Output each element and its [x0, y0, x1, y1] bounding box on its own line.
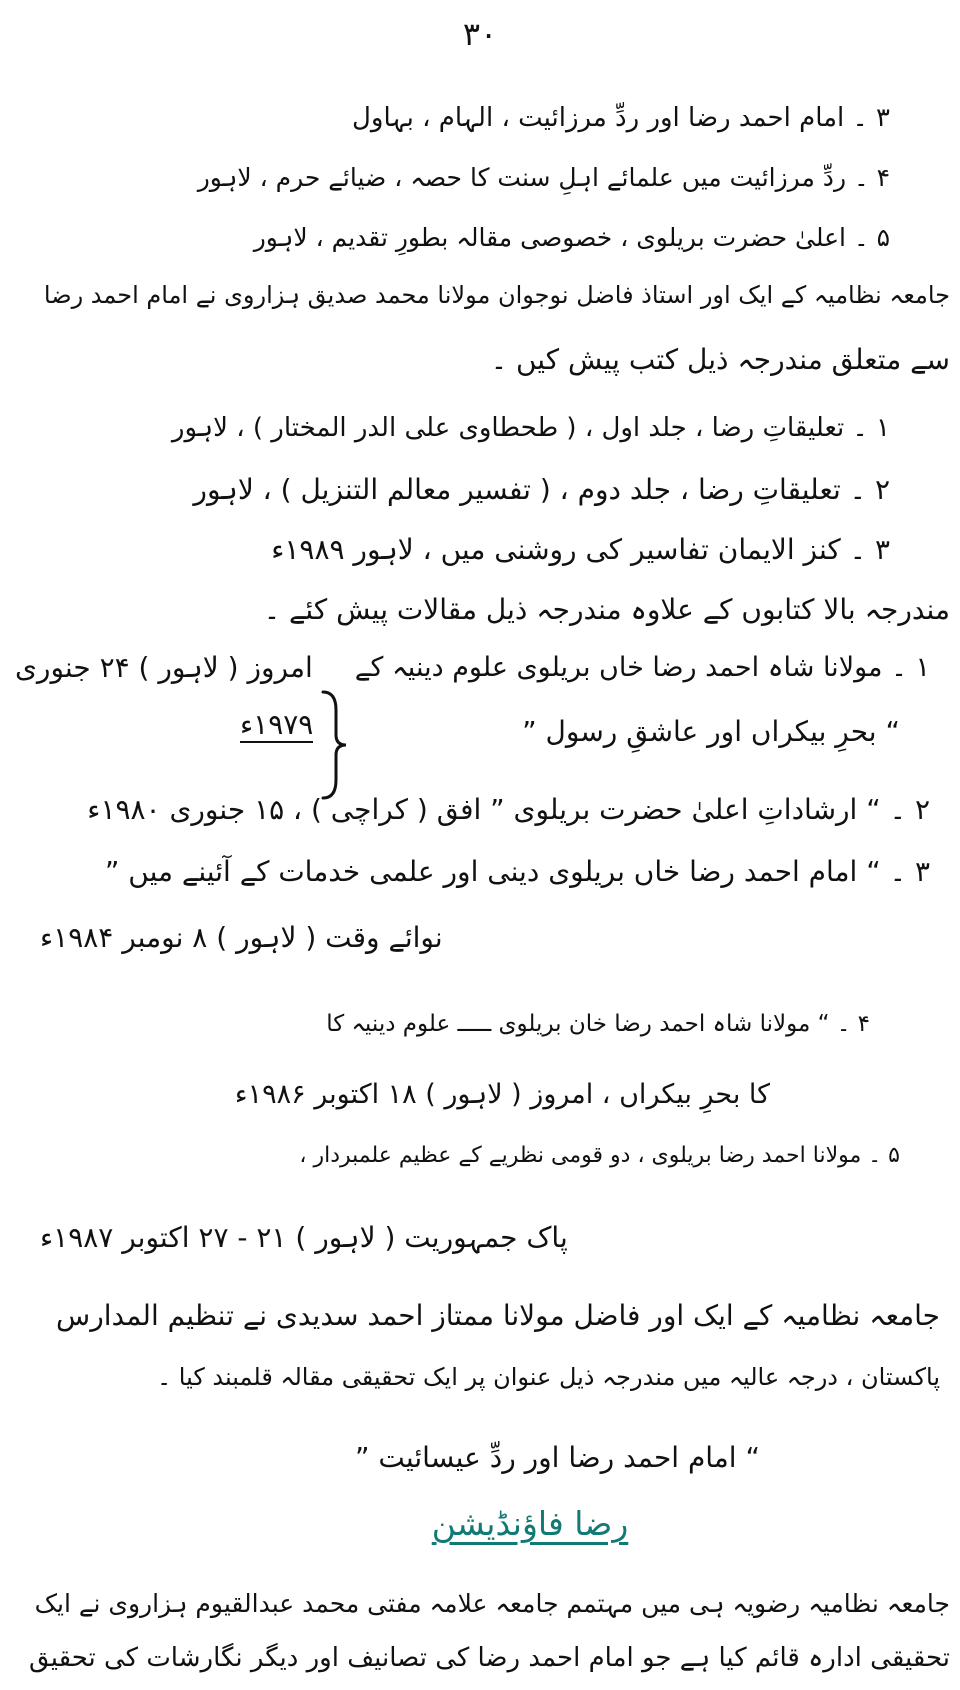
article-1-title-line-1: ۱ ۔ مولانا شاہ احمد رضا خاں بریلوی علوم دینیہ کے — [354, 652, 930, 683]
page-number: ۳۰ — [462, 15, 498, 53]
section-line-2: تحقیقی ادارہ قائم کیا ہے جو امام احمد رضا کی تصانیف اور دیگر نگارشات کی تحقیق — [29, 1643, 950, 1673]
book-item-1: ۱ ۔ تعلیقاتِ رضا ، جلد اول ، ( طحطاوی علی الدر المختار ) ، لاہور — [171, 413, 890, 443]
books-intro-line-1: جامعہ نظامیہ کے ایک اور استاذ فاضل نوجوان مولانا محمد صدیق ہزاروی نے امام احمد رضا — [43, 281, 950, 309]
article-1-source: امروز ( لاہور ) ۲۴ جنوری — [15, 651, 313, 684]
book-item-2: ۲ ۔ تعلیقاتِ رضا ، جلد دوم ، ( تفسیر معالم التنزیل ) ، لاہور — [193, 473, 890, 506]
book-item-3: ۳ ۔ کنز الایمان تفاسیر کی روشنی میں ، لاہور ۱۹۸۹ء — [271, 533, 890, 566]
section-line-1: جامعہ نظامیہ رضویہ ہی میں مہتمم جامعہ علامہ مفتی محمد عبدالقیوم ہزاروی نے ایک — [34, 1589, 950, 1618]
thesis-line-2: پاکستان ، درجہ عالیہ میں مندرجہ ذیل عنوان پر ایک تحقیقی مقالہ قلمبند کیا ۔ — [157, 1363, 940, 1391]
books-intro-line-2: سے متعلق مندرجہ ذیل کتب پیش کیں ۔ — [490, 343, 950, 376]
works-list-item-4: ۴ ۔ ردِّ مرزائیت میں علمائے اہلِ سنت کا حصہ ، ضیائے حرم ، لاہور — [197, 163, 890, 192]
thesis-title: “ امام احمد رضا اور ردِّ عیسائیت ” — [355, 1441, 760, 1474]
article-5-title: ۵ ۔ مولانا احمد رضا بریلوی ، دو قومی نظریے کے عظیم علمبردار ، — [299, 1143, 900, 1168]
article-1-year-text: ۱۹۷۹ء — [240, 708, 314, 741]
article-1-year — [240, 705, 350, 746]
article-4-title: ۴ ۔ “ مولانا شاہ احمد رضا خان بریلوی ـــــ علوم دینیہ کا — [326, 1011, 870, 1037]
article-3-source: نوائے وقت ( لاہور ) ۸ نومبر ۱۹۸۴ء — [40, 921, 443, 954]
works-list-item-3: ۳ ۔ امام احمد رضا اور ردِّ مرزائیت ، الہام ، بہاول — [352, 103, 890, 133]
works-list-item-5: ۵ ۔ اعلیٰ حضرت بریلوی ، خصوصی مقالہ بطورِ تقدیم ، لاہور — [253, 223, 890, 252]
article-3-title: ۳ ۔ “ امام احمد رضا خاں بریلوی دینی اور علمی خدمات کے آئینے میں ” — [104, 855, 930, 888]
article-5-source: پاک جمہوریت ( لاہور ) ۲۱ - ۲۷ اکتوبر ۱۹۸۷ء — [40, 1221, 568, 1254]
article-2: ۲ ۔ “ ارشاداتِ اعلیٰ حضرت بریلوی ” افق ( کراچی ) ، ۱۵ جنوری ۱۹۸۰ء — [87, 793, 930, 826]
article-4-source: کا بحرِ بیکراں ، امروز ( لاہور ) ۱۸ اکتوبر ۱۹۸۶ء — [234, 1079, 770, 1110]
section-heading: رضا فاؤنڈیشن — [431, 1504, 629, 1543]
articles-intro: مندرجہ بالا کتابوں کے علاوہ مندرجہ ذیل مقالات پیش کئے ۔ — [263, 593, 950, 626]
thesis-line-1: جامعہ نظامیہ کے ایک اور فاضل مولانا ممتاز احمد سدیدی نے تنظیم المدارس — [56, 1299, 940, 1332]
article-1-title-line-2: “ بحرِ بیکراں اور عاشقِ رسول ” — [522, 715, 900, 748]
